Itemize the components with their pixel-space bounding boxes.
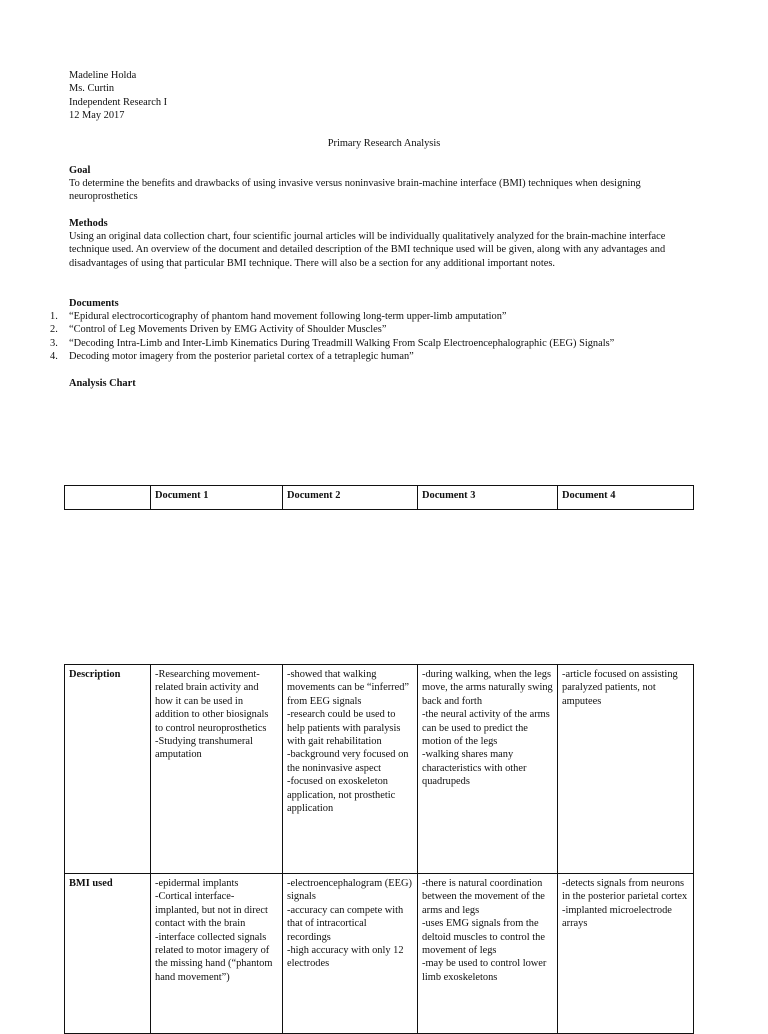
goal-text: To determine the benefits and drawbacks of using invasive versus noninvasive brain-machine interface (BMI) techniques when designing neuroprosthetics: [69, 178, 641, 203]
list-item: 3. “Decoding Intra-Limb and Inter-Limb Kinematics During Treadmill Walking From Scalp Electroencephalographic (EEG) Signals”: [50, 337, 615, 349]
table-cell: -epidermal implants -Cortical interface-implanted, but not in direct contact with the brain -interface collected signals related to motor imagery of the missing hand (“phantom hand movement”): [151, 874, 283, 1034]
methods-text: Using an original data collection chart, four scientific journal articles will be individually qualitatively analyzed for the brain-machine interface technique used. An overview of the document and detailed description of the BMI technique used will be given, along with any advantages and disadvantages of using that particular BMI technique. There will also be a section for any additional important notes.: [69, 231, 666, 269]
table-cell: -during walking, when the legs move, the arms naturally swing back and forth -the neural activity of the arms can be used to predict the motion of the legs -walking shares many characteristics with other quadrupeds: [418, 665, 558, 874]
row-label: Description: [65, 665, 151, 874]
table-header-row: [65, 486, 694, 510]
table-header-cell: [65, 486, 151, 510]
table-cell: -there is natural coordination between the movement of the arms and legs -uses EMG signals from the deltoid muscles to control the movement of legs -may be used to control lower limb exoskeletons: [418, 874, 558, 1034]
author-name: Madeline Holda: [69, 70, 137, 81]
table-header-cell: Document 2: [283, 486, 418, 510]
goal-heading: Goal: [69, 165, 91, 176]
table-cell: -showed that walking movements can be “inferred” from EEG signals -research could be used to help patients with paralysis with gait rehabilitation -background very focused on the noninvasive aspect -focused on exoskeleton application, not prosthetic application: [283, 665, 418, 874]
document-date: 12 May 2017: [69, 110, 125, 121]
list-item: 1. “Epidural electrocorticography of phantom hand movement following long-term upper-limb amputation”: [50, 311, 507, 322]
documents-list: [50, 310, 614, 363]
table-cell: -Researching movement-related brain activity and how it can be used in addition to other biosignals to control neuroprosthetics -Studying transhumeral amputation: [151, 665, 283, 874]
list-item: 4. Decoding motor imagery from the posterior parietal cortex of a tetraplegic human”: [50, 350, 414, 362]
table-header-cell: Document 1: [151, 486, 283, 510]
table-row: [65, 665, 694, 874]
page-title: Primary Research Analysis: [327, 138, 441, 149]
table-header-cell: Document 4: [558, 486, 694, 510]
analysis-chart-heading: Analysis Chart: [69, 378, 136, 389]
list-item: 2. “Control of Leg Movements Driven by EMG Activity of Shoulder Muscles”: [50, 324, 387, 336]
teacher-name: Ms. Curtin: [69, 83, 115, 94]
course-name: Independent Research I: [69, 97, 168, 108]
table-cell: -article focused on assisting paralyzed patients, not amputees: [558, 665, 694, 874]
analysis-chart-body-table: [64, 664, 694, 1034]
table-row: [65, 874, 694, 1034]
table-cell: -detects signals from neurons in the posterior parietal cortex -implanted microelectrode arrays: [558, 874, 694, 1034]
analysis-chart-header-table: [64, 485, 694, 510]
table-cell: -electroencephalogram (EEG) signals -accuracy can compete with that of intracortical recordings -high accuracy with only 12 electrodes: [283, 874, 418, 1034]
table-header-cell: Document 3: [418, 486, 558, 510]
documents-heading: Documents: [69, 298, 119, 309]
row-label: BMI used: [65, 874, 151, 1034]
methods-heading: Methods: [69, 218, 108, 229]
